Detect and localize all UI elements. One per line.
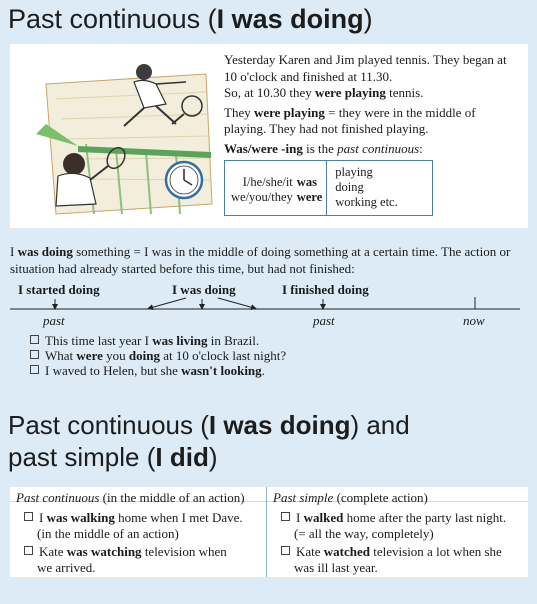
example-watching [24, 544, 266, 576]
form-verb-2: doing [335, 180, 364, 194]
tennis-illustration [16, 54, 216, 219]
intro-line [224, 52, 524, 102]
left-ex2-bold: was watching [66, 544, 142, 559]
form-aux-2: were [296, 190, 323, 204]
arrow-doing-right [218, 298, 254, 308]
intro-line6-post: : [419, 140, 423, 156]
example-watched [281, 544, 528, 576]
intro-text [224, 52, 524, 159]
timeline-label-started: I started doing [18, 282, 100, 297]
timeline-label-finished: I finished doing [282, 282, 369, 297]
intro-line6-ital: past continuous [337, 140, 420, 156]
form-table [224, 160, 433, 216]
right-ex1-post: home after the party last night. [343, 510, 507, 525]
checkbox-icon [30, 350, 39, 359]
section-title2-post: ) [208, 442, 218, 472]
column-heading-continuous [16, 490, 266, 506]
example-2-pre: What [45, 348, 77, 363]
section-title2-pre: past simple ( [8, 442, 156, 472]
column-heading-simple [273, 490, 528, 506]
heading-continuous-post: (in the middle of an action) [99, 490, 245, 505]
intro-line3-bold: were playing [315, 85, 386, 100]
form-subjects [225, 161, 297, 215]
right-ex2-post: television a lot when she [370, 544, 502, 559]
form-subject-1: I/he/she/it [242, 175, 293, 189]
example-2-bold: were [76, 348, 103, 363]
intro-line1: Yesterday Karen and Jim played tennis. They began at [224, 52, 507, 67]
example-walking [24, 510, 266, 542]
example-2-bold2: doing [128, 348, 160, 363]
arrow-doing-left [150, 298, 186, 308]
section-title [8, 410, 410, 440]
checkbox-icon [30, 335, 39, 344]
definition-pre: I [10, 244, 18, 259]
example-item [30, 348, 286, 364]
right-ex1-pre: I [296, 510, 304, 525]
definition-bold: was doing [17, 244, 73, 259]
example-1-bold: was living [152, 333, 208, 348]
example-2-post: at 10 o'clock last night? [159, 348, 287, 363]
intro-line6-bold: Was/were -ing [224, 140, 303, 156]
left-ex1-bold: was walking [46, 510, 115, 525]
checkbox-icon [281, 546, 290, 555]
intro-line4-pre: They [224, 104, 254, 120]
form-auxiliaries [297, 161, 326, 215]
title-text: Past continuous ( [8, 4, 217, 34]
timeline-arrows [0, 282, 537, 318]
example-3-bold: wasn't looking [181, 363, 262, 378]
example-item [30, 333, 259, 349]
left-ex1-pre: I [39, 510, 47, 525]
timeline [0, 282, 537, 332]
example-1-pre: This time last year I [45, 333, 153, 348]
example-item [30, 363, 265, 379]
left-ex2-post: television when [141, 544, 227, 559]
definition-paragraph [10, 243, 530, 277]
past-continuous-column [10, 487, 266, 577]
form-verb-1: playing [335, 165, 373, 179]
title-bold: I was doing [216, 4, 364, 34]
right-ex2-pre: Kate [296, 544, 324, 559]
right-ex1-line2: (= all the way, completely) [294, 526, 434, 541]
form-verbs [326, 161, 431, 215]
example-3-pre: I waved to Helen, but she [45, 363, 182, 378]
example-1-post: in Brazil. [207, 333, 260, 348]
title-text-end: ) [363, 4, 373, 34]
intro-line2: 10 o'clock and finished at 11.30. [224, 68, 393, 84]
timeline-now: now [463, 313, 485, 328]
intro-line3-post: tennis. [385, 85, 424, 100]
example-3-post: . [261, 363, 265, 378]
checkbox-icon [24, 546, 33, 555]
heading-continuous-ital: Past continuous [16, 490, 100, 505]
timeline-label-doing: I was doing [172, 282, 236, 297]
checkbox-icon [30, 365, 39, 374]
form-verb-3: working etc. [335, 195, 398, 209]
intro-definition [224, 105, 524, 138]
left-ex1-line2: (in the middle of an action) [37, 526, 179, 541]
right-ex1-bold: walked [303, 510, 344, 525]
section-title2-bold: I did [155, 442, 209, 472]
left-ex1-post: home when I met Dave. [114, 510, 243, 525]
heading-simple-ital: Past simple [273, 490, 334, 505]
intro-rule [224, 141, 524, 158]
intro-panel [10, 44, 528, 228]
intro-line4-post: = they were in the middle of [324, 104, 476, 120]
checkbox-icon [24, 512, 33, 521]
comparison-panel [10, 487, 528, 577]
past-simple-column [267, 487, 528, 577]
timeline-past-1: past [43, 313, 65, 328]
intro-line4-bold: were playing [253, 104, 325, 120]
section-title-post: ) and [350, 410, 410, 440]
section-title-bold: I was doing [208, 410, 351, 440]
intro-line6-mid: is the [302, 140, 338, 156]
heading-simple-post: (complete action) [333, 490, 428, 505]
left-ex2-pre: Kate [39, 544, 67, 559]
intro-line3-pre: So, at 10.30 they [224, 85, 315, 100]
left-ex2-line2: we arrived. [37, 560, 96, 575]
intro-line5: playing. They had not finished playing. [224, 121, 429, 136]
checkbox-icon [281, 512, 290, 521]
right-ex2-bold: watched [323, 544, 371, 559]
right-ex2-line2: was ill last year. [294, 560, 378, 575]
timeline-past-2: past [313, 313, 335, 328]
section-title-pre: Past continuous ( [8, 410, 209, 440]
example-2-mid: you [102, 348, 129, 363]
example-walked [281, 510, 528, 542]
section-title-line2 [8, 442, 218, 472]
form-subject-2: we/you/they [231, 190, 293, 204]
definition-post: something = I was in the middle of doing something at a certain time. The action or situation had already started before this time, but had not finished: [10, 244, 511, 276]
page-title [8, 4, 373, 35]
form-aux-1: was [296, 175, 317, 189]
